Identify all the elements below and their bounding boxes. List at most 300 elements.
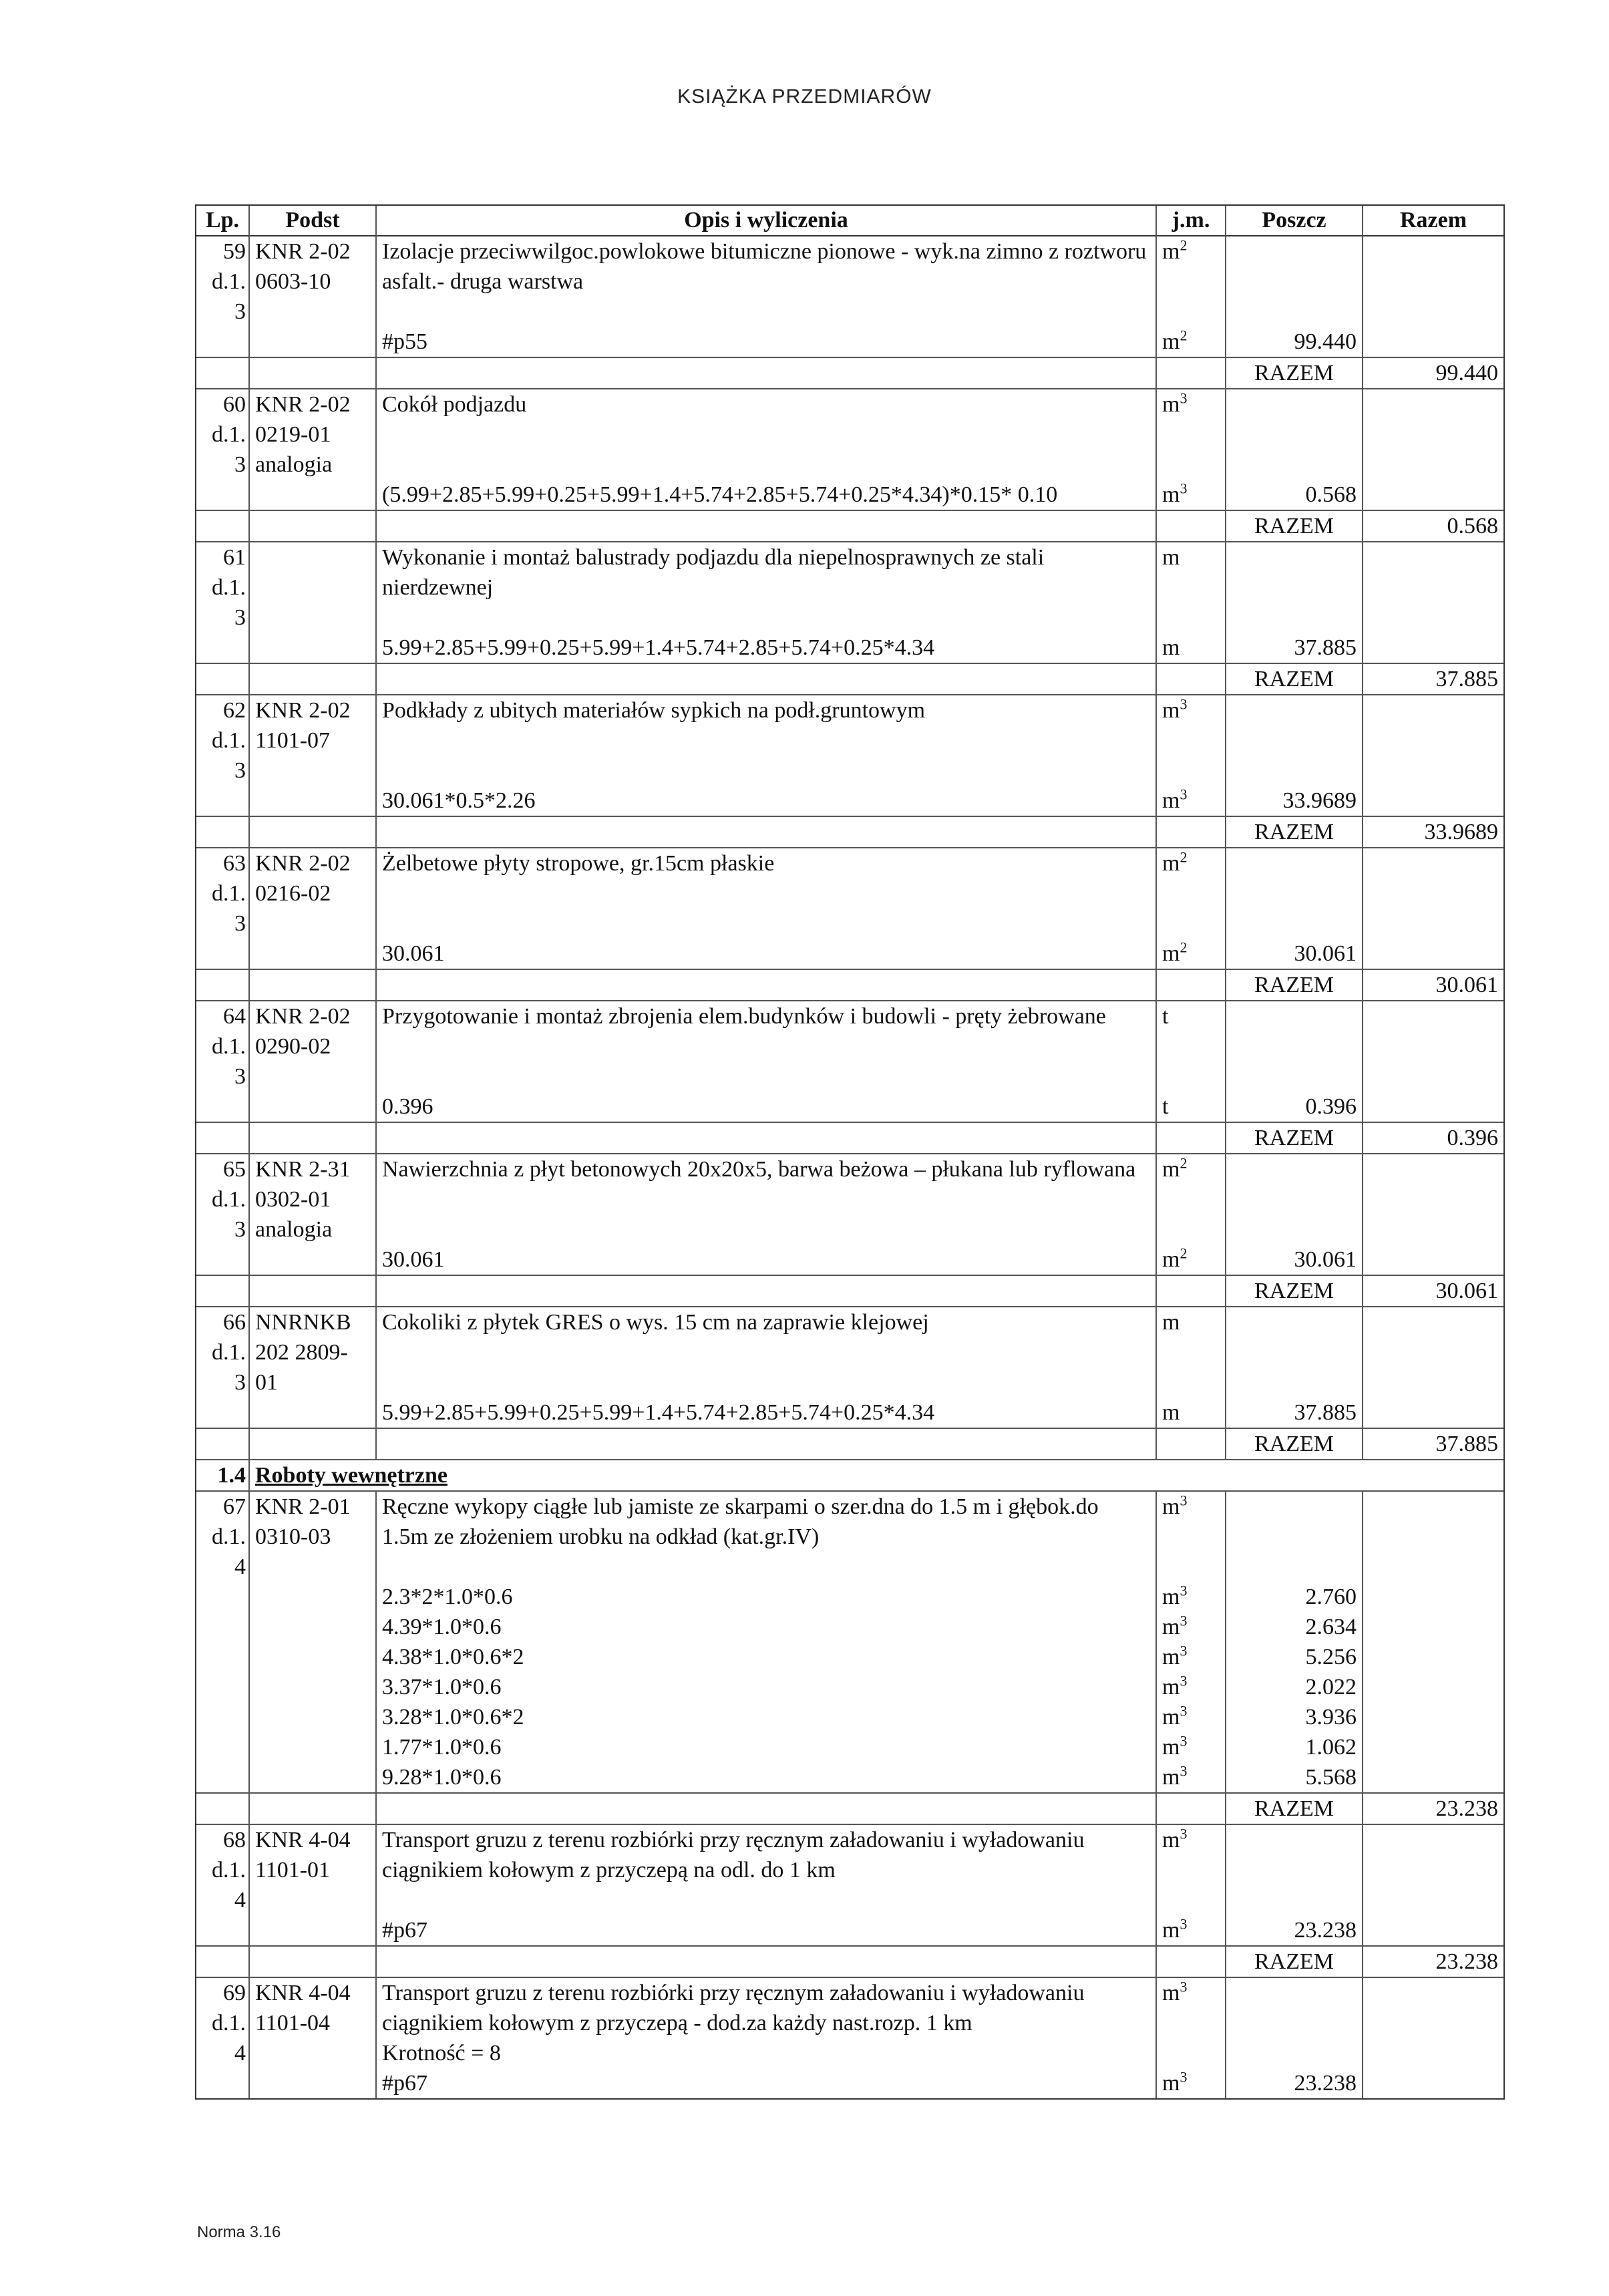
lp-line: 3: [234, 1217, 246, 1242]
podst-line: 0290-02: [255, 1034, 331, 1059]
table-row: [196, 1492, 1503, 1825]
poszcz-cell: [1226, 848, 1363, 939]
razem-cell: [1363, 1154, 1503, 1245]
razem-cell: [1363, 389, 1503, 480]
lp-line: 3: [234, 911, 246, 936]
calc-value: 30.061: [1226, 1245, 1363, 1275]
razem-label: RAZEM: [1226, 1275, 1363, 1307]
unit-base: m: [1162, 1585, 1180, 1609]
empty-cell: [1157, 357, 1226, 389]
lp-line: d.1.: [212, 728, 246, 753]
item-description: [377, 1307, 1157, 1398]
podst-line: 0310-03: [255, 1524, 331, 1549]
calc-value: 23.238: [1226, 1915, 1363, 1945]
calc-row: [196, 1245, 1503, 1275]
podst-line: 1101-01: [255, 1858, 331, 1882]
empty-cell: [196, 480, 250, 510]
unit-exponent: 3: [1180, 1642, 1188, 1659]
item-description: [377, 1492, 1157, 1582]
table-row: [196, 1307, 1503, 1460]
razem-row: [196, 1945, 1503, 1978]
empty-cell: [196, 1672, 250, 1702]
lp-line: 4: [234, 1554, 246, 1579]
unit-base: m: [1162, 635, 1180, 660]
empty-cell: [196, 1275, 250, 1307]
empty-cell: [377, 1428, 1157, 1460]
unit-cell: [1157, 1762, 1226, 1792]
empty-cell: [196, 1915, 250, 1945]
calc-value: 2.634: [1226, 1612, 1363, 1642]
unit-base: m: [1162, 329, 1180, 354]
empty-cell: [377, 1122, 1157, 1154]
poszcz-cell: [1226, 1307, 1363, 1398]
empty-cell: [250, 1732, 377, 1762]
unit-cell: [1157, 1245, 1226, 1275]
empty-cell: [196, 510, 250, 542]
podst-line: KNR 4-04: [255, 1828, 351, 1852]
unit-cell: [1157, 236, 1226, 327]
calc-row: [196, 1642, 1503, 1672]
razem-row: [196, 969, 1503, 1001]
unit-base: t: [1162, 1094, 1169, 1119]
lp-line: 63: [223, 851, 246, 876]
empty-cell: [1363, 1915, 1503, 1945]
item-podst: [250, 1001, 377, 1092]
empty-cell: [1363, 1732, 1503, 1762]
podst-line: KNR 2-02: [255, 239, 351, 264]
calc-value: 5.256: [1226, 1642, 1363, 1672]
empty-cell: [377, 663, 1157, 695]
empty-cell: [250, 1122, 377, 1154]
empty-cell: [250, 1582, 377, 1612]
description-text: Ręczne wykopy ciągłe lub jamiste ze skarpami o szer.dna do 1.5 m i głębok.do 1.5m ze złożeniem urobku na odkład (kat.gr.IV): [382, 1494, 1099, 1549]
item-row: [196, 1001, 1503, 1092]
item-row: [196, 1825, 1503, 1915]
item-row: [196, 848, 1503, 939]
empty-cell: [250, 939, 377, 969]
unit-cell: [1157, 480, 1226, 510]
table-row: [196, 1825, 1503, 1978]
empty-cell: [377, 1792, 1157, 1825]
unit-base: m: [1162, 1615, 1180, 1639]
item-podst: [250, 236, 377, 327]
calc-expression: (5.99+2.85+5.99+0.25+5.99+1.4+5.74+2.85+5.74+0.25*4.34)*0.15* 0.10: [377, 480, 1157, 510]
empty-cell: [250, 357, 377, 389]
footer-label: Norma 3.16: [197, 2223, 281, 2241]
description-text: Transport gruzu z terenu rozbiórki przy ręcznym załadowaniu i wyładowaniu ciągnikiem kołowym z przyczepą - dod.za każdy nast.rozp. 1 km: [382, 1981, 1085, 2035]
unit-exponent: 3: [1180, 2068, 1188, 2086]
empty-cell: [196, 1612, 250, 1642]
unit-exponent: 3: [1180, 1732, 1188, 1750]
empty-cell: [250, 1275, 377, 1307]
unit-cell: [1157, 1915, 1226, 1945]
empty-cell: [196, 1092, 250, 1122]
unit-cell: [1157, 695, 1226, 786]
unit-cell: [1157, 1582, 1226, 1612]
unit-cell: [1157, 1732, 1226, 1762]
calc-row: [196, 1092, 1503, 1122]
empty-cell: [1157, 663, 1226, 695]
calc-value: 0.568: [1226, 480, 1363, 510]
empty-cell: [1157, 1792, 1226, 1825]
item-description: [377, 848, 1157, 939]
item-description: [377, 1825, 1157, 1915]
lp-line: 66: [223, 1310, 246, 1335]
razem-label: RAZEM: [1226, 1945, 1363, 1978]
unit-base: m: [1162, 1828, 1180, 1852]
item-lp: [196, 389, 250, 480]
unit-base: m: [1162, 1247, 1180, 1272]
table-row: [196, 236, 1503, 389]
empty-cell: [377, 816, 1157, 848]
item-lp: [196, 542, 250, 633]
empty-cell: [250, 1612, 377, 1642]
empty-cell: [1363, 1612, 1503, 1642]
item-row: [196, 1307, 1503, 1398]
empty-cell: [250, 327, 377, 357]
table-row: [196, 848, 1503, 1001]
unit-cell: [1157, 1307, 1226, 1398]
lp-line: d.1.: [212, 1524, 246, 1549]
unit-exponent: 3: [1180, 480, 1188, 497]
razem-total: 37.885: [1363, 663, 1503, 695]
unit-exponent: 3: [1180, 1762, 1188, 1780]
empty-cell: [1363, 1245, 1503, 1275]
podst-line: analogia: [255, 1217, 333, 1242]
unit-base: m: [1162, 1645, 1180, 1669]
poszcz-cell: [1226, 1825, 1363, 1915]
lp-line: 59: [223, 239, 246, 264]
razem-total: 0.396: [1363, 1122, 1503, 1154]
empty-cell: [1157, 1428, 1226, 1460]
calc-row: [196, 939, 1503, 969]
unit-cell: [1157, 1092, 1226, 1122]
razem-label: RAZEM: [1226, 510, 1363, 542]
calc-row: [196, 1762, 1503, 1792]
empty-cell: [1363, 1398, 1503, 1428]
empty-cell: [1157, 969, 1226, 1001]
unit-base: t: [1162, 1004, 1169, 1029]
lp-line: d.1.: [212, 422, 246, 447]
podst-line: KNR 2-02: [255, 698, 351, 723]
empty-cell: [196, 1945, 250, 1978]
empty-cell: [1157, 1945, 1226, 1978]
item-description: [377, 389, 1157, 480]
unit-exponent: 3: [1180, 1612, 1188, 1629]
calc-row: [196, 1915, 1503, 1945]
unit-cell: [1157, 848, 1226, 939]
razem-cell: [1363, 1825, 1503, 1915]
estimate-table: [195, 204, 1505, 2100]
podst-line: KNR 4-04: [255, 1981, 351, 2005]
razem-total: 37.885: [1363, 1428, 1503, 1460]
razem-row: [196, 663, 1503, 695]
empty-cell: [250, 816, 377, 848]
item-row: [196, 542, 1503, 633]
unit-cell: [1157, 389, 1226, 480]
lp-line: 60: [223, 392, 246, 417]
razem-total: 30.061: [1363, 969, 1503, 1001]
item-row: [196, 1978, 1503, 2068]
section-number: 1.4: [196, 1460, 250, 1492]
empty-cell: [1157, 1122, 1226, 1154]
item-lp: [196, 1154, 250, 1245]
calc-value: 37.885: [1226, 633, 1363, 663]
item-lp: [196, 1492, 250, 1582]
poszcz-cell: [1226, 389, 1363, 480]
lp-line: 3: [234, 605, 246, 630]
item-podst: [250, 389, 377, 480]
section-title-cell: [250, 1460, 1503, 1492]
unit-exponent: 3: [1180, 1672, 1188, 1689]
unit-cell: [1157, 786, 1226, 816]
calc-expression: 2.3*2*1.0*0.6: [377, 1582, 1157, 1612]
unit-base: m: [1162, 2071, 1180, 2096]
razem-row: [196, 1428, 1503, 1460]
table-row: [196, 1154, 1503, 1307]
empty-cell: [250, 1702, 377, 1732]
unit-cell: [1157, 1978, 1226, 2068]
podst-line: NNRNKB: [255, 1310, 351, 1335]
calc-value: 30.061: [1226, 939, 1363, 969]
section-title: Roboty wewnętrzne: [255, 1463, 448, 1488]
lp-line: d.1.: [212, 1340, 246, 1365]
empty-cell: [250, 1762, 377, 1792]
unit-cell: [1157, 1672, 1226, 1702]
calc-value: 5.568: [1226, 1762, 1363, 1792]
empty-cell: [1363, 786, 1503, 816]
empty-cell: [250, 1945, 377, 1978]
poszcz-cell: [1226, 1154, 1363, 1245]
unit-base: m: [1162, 1918, 1180, 1943]
item-lp: [196, 1825, 250, 1915]
razem-label: RAZEM: [1226, 969, 1363, 1001]
poszcz-cell: [1226, 236, 1363, 327]
unit-exponent: 2: [1180, 939, 1188, 956]
empty-cell: [1363, 2068, 1503, 2098]
empty-cell: [250, 1915, 377, 1945]
description-text: Przygotowanie i montaż zbrojenia elem.budynków i budowli - pręty żebrowane: [382, 1004, 1106, 1029]
razem-total: 23.238: [1363, 1945, 1503, 1978]
podst-line: KNR 2-02: [255, 1004, 351, 1029]
lp-line: d.1.: [212, 269, 246, 294]
razem-total: 99.440: [1363, 357, 1503, 389]
item-row: [196, 1492, 1503, 1582]
empty-cell: [1363, 480, 1503, 510]
unit-base: m: [1162, 1735, 1180, 1760]
empty-cell: [250, 1672, 377, 1702]
unit-cell: [1157, 1702, 1226, 1732]
empty-cell: [250, 969, 377, 1001]
unit-base: m: [1162, 1494, 1180, 1519]
podst-line: analogia: [255, 452, 333, 477]
unit-base: m: [1162, 392, 1180, 417]
empty-cell: [196, 786, 250, 816]
razem-cell: [1363, 1307, 1503, 1398]
lp-line: 69: [223, 1981, 246, 2005]
empty-cell: [1157, 1275, 1226, 1307]
poszcz-cell: [1226, 1492, 1363, 1582]
item-description: [377, 1978, 1157, 2068]
razem-total: 23.238: [1363, 1792, 1503, 1825]
calc-value: 33.9689: [1226, 786, 1363, 816]
empty-cell: [196, 816, 250, 848]
item-lp: [196, 1307, 250, 1398]
description-text: Nawierzchnia z płyt betonowych 20x20x5, barwa beżowa – płukana lub ryflowana: [382, 1157, 1136, 1182]
razem-label: RAZEM: [1226, 1792, 1363, 1825]
lp-line: d.1.: [212, 1858, 246, 1882]
empty-cell: [196, 1702, 250, 1732]
lp-line: d.1.: [212, 575, 246, 600]
podst-line: 0302-01: [255, 1187, 331, 1212]
calc-expression: 5.99+2.85+5.99+0.25+5.99+1.4+5.74+2.85+5.74+0.25*4.34: [377, 1398, 1157, 1428]
header-poszcz: Poszcz: [1226, 206, 1363, 236]
empty-cell: [377, 510, 1157, 542]
empty-cell: [250, 633, 377, 663]
empty-cell: [196, 1245, 250, 1275]
unit-cell: [1157, 542, 1226, 633]
empty-cell: [1363, 633, 1503, 663]
lp-line: 65: [223, 1157, 246, 1182]
empty-cell: [196, 1792, 250, 1825]
empty-cell: [250, 1792, 377, 1825]
calc-expression: #p67: [377, 2068, 1157, 2098]
item-podst: [250, 695, 377, 786]
empty-cell: [1363, 1642, 1503, 1672]
razem-total: 30.061: [1363, 1275, 1503, 1307]
item-lp: [196, 848, 250, 939]
empty-cell: [196, 2068, 250, 2098]
description-text: Żelbetowe płyty stropowe, gr.15cm płaskie: [382, 851, 775, 876]
empty-cell: [196, 357, 250, 389]
razem-total: 33.9689: [1363, 816, 1503, 848]
lp-line: 4: [234, 1888, 246, 1913]
lp-line: 3: [234, 758, 246, 783]
header-razem: Razem: [1363, 206, 1503, 236]
unit-exponent: 2: [1180, 1245, 1188, 1262]
empty-cell: [196, 939, 250, 969]
razem-label: RAZEM: [1226, 663, 1363, 695]
empty-cell: [250, 2068, 377, 2098]
calc-row: [196, 1702, 1503, 1732]
item-row: [196, 1154, 1503, 1245]
razem-cell: [1363, 542, 1503, 633]
razem-row: [196, 816, 1503, 848]
table-row: [196, 1978, 1503, 2098]
empty-cell: [377, 357, 1157, 389]
unit-cell: [1157, 1825, 1226, 1915]
empty-cell: [250, 1398, 377, 1428]
empty-cell: [196, 327, 250, 357]
razem-label: RAZEM: [1226, 1428, 1363, 1460]
podst-line: 0603-10: [255, 269, 331, 294]
item-podst: [250, 542, 377, 633]
unit-exponent: 3: [1180, 1492, 1188, 1509]
item-row: [196, 389, 1503, 480]
item-podst: [250, 1307, 377, 1398]
calc-row: [196, 1732, 1503, 1762]
item-lp: [196, 1978, 250, 2068]
description-text: Transport gruzu z terenu rozbiórki przy ręcznym załadowaniu i wyładowaniu ciągnikiem kołowym z przyczepą na odl. do 1 km: [382, 1828, 1085, 1882]
unit-base: m: [1162, 239, 1180, 264]
lp-line: 62: [223, 698, 246, 723]
unit-base: m: [1162, 1765, 1180, 1790]
empty-cell: [1363, 1092, 1503, 1122]
razem-label: RAZEM: [1226, 1122, 1363, 1154]
calc-expression: #p55: [377, 327, 1157, 357]
empty-cell: [196, 1582, 250, 1612]
razem-cell: [1363, 1001, 1503, 1092]
description-text: Wykonanie i montaż balustrady podjazdu dla niepelnosprawnych ze stali nierdzewnej: [382, 545, 1045, 600]
item-podst: [250, 1154, 377, 1245]
unit-exponent: 3: [1180, 1702, 1188, 1719]
unit-base: m: [1162, 851, 1180, 876]
unit-cell: [1157, 939, 1226, 969]
multiplier-note: Krotność = 8: [382, 2041, 501, 2066]
empty-cell: [1363, 1672, 1503, 1702]
lp-line: 3: [234, 452, 246, 477]
unit-base: m: [1162, 1981, 1180, 2005]
razem-cell: [1363, 1492, 1503, 1582]
unit-exponent: 3: [1180, 695, 1188, 713]
empty-cell: [250, 480, 377, 510]
unit-base: m: [1162, 788, 1180, 813]
calc-row: [196, 1612, 1503, 1642]
podst-line: 0219-01: [255, 422, 331, 447]
calc-row: [196, 480, 1503, 510]
unit-cell: [1157, 633, 1226, 663]
calc-row: [196, 1672, 1503, 1702]
calc-row: [196, 1398, 1503, 1428]
item-description: [377, 1001, 1157, 1092]
lp-line: 61: [223, 545, 246, 570]
lp-line: 3: [234, 299, 246, 324]
item-description: [377, 695, 1157, 786]
razem-row: [196, 1792, 1503, 1825]
calc-expression: 4.39*1.0*0.6: [377, 1612, 1157, 1642]
empty-cell: [250, 1092, 377, 1122]
unit-base: m: [1162, 1705, 1180, 1730]
podst-line: 01: [255, 1370, 278, 1395]
unit-cell: [1157, 327, 1226, 357]
unit-base: m: [1162, 1675, 1180, 1699]
unit-base: m: [1162, 545, 1180, 570]
table-header: [196, 206, 1503, 236]
razem-cell: [1363, 695, 1503, 786]
lp-line: d.1.: [212, 1187, 246, 1212]
razem-label: RAZEM: [1226, 357, 1363, 389]
empty-cell: [196, 1732, 250, 1762]
calc-expression: 30.061: [377, 1245, 1157, 1275]
unit-cell: [1157, 1492, 1226, 1582]
table-body: [196, 236, 1503, 2098]
item-description: [377, 1154, 1157, 1245]
empty-cell: [377, 969, 1157, 1001]
item-lp: [196, 236, 250, 327]
calc-expression: 3.28*1.0*0.6*2: [377, 1702, 1157, 1732]
page-title: KSIĄŻKA PRZEDMIARÓW: [677, 86, 932, 108]
empty-cell: [196, 1428, 250, 1460]
unit-base: m: [1162, 1400, 1180, 1425]
podst-line: 1101-04: [255, 2011, 331, 2035]
empty-cell: [196, 1762, 250, 1792]
empty-cell: [1363, 1762, 1503, 1792]
poszcz-cell: [1226, 1978, 1363, 2068]
podst-line: KNR 2-02: [255, 851, 351, 876]
item-lp: [196, 1001, 250, 1092]
empty-cell: [250, 1245, 377, 1275]
empty-cell: [250, 1642, 377, 1672]
